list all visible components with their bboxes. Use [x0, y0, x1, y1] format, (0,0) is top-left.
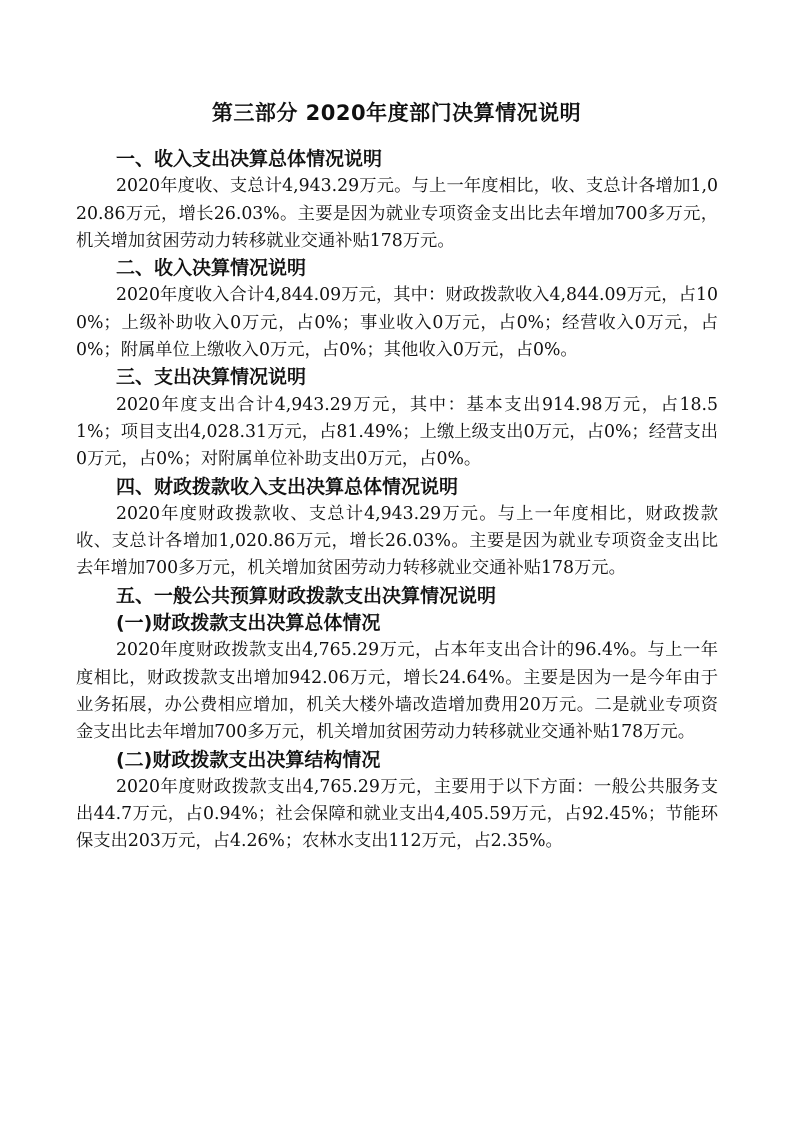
- document-body: [76, 146, 718, 856]
- section-paragraph-2: 2020年度收入合计4,844.09万元，其中：财政拨款收入4,844.09万元，占100%；上级补助收入0万元，占0%；事业收入0万元，占0%；经营收入0万元，占0%；附属单位上缴收入0万元，占0%；其他收入0万元，占0%。: [76, 285, 718, 361]
- subsection-heading-1: (一)财政拨款支出决算总体情况: [116, 612, 381, 635]
- section-heading-5: 五、一般公共预算财政拨款支出决算情况说明: [116, 584, 497, 607]
- section-heading-3: 三、支出决算情况说明: [116, 366, 307, 389]
- section-paragraph-3: 2020年度支出合计4,943.29万元，其中：基本支出914.98万元，占18.51%；项目支出4,028.31万元，占81.49%；上缴上级支出0万元，占0%；经营支出0万元，占0%；对附属单位补助支出0万元，占0%。: [76, 394, 718, 470]
- subsection-paragraph-1: 2020年度财政拨款支出4,765.29万元，占本年支出合计的96.4%。与上一年度相比，财政拨款支出增加942.06万元，增长24.64%。主要是因为一是今年由于业务拓展，办公费相应增加，机关大楼外墙改造增加费用20万元。二是就业专项资金支出比去年增加700多万元，机关增加贫困劳动力转移就业交通补贴178万元。: [76, 640, 718, 743]
- section-paragraph-1: 2020年度收、支总计4,943.29万元。与上一年度相比，收、支总计各增加1,020.86万元，增长26.03%。主要是因为就业专项资金支出比去年增加700多万元，机关增加贫困劳动力转移就业交通补贴178万元。: [76, 176, 718, 251]
- section-heading-2: 二、收入决算情况说明: [116, 257, 307, 280]
- page-title: 第三部分 2020年度部门决算情况说明: [211, 101, 582, 125]
- subsection-heading-2: (二)财政拨款支出决算结构情况: [116, 748, 381, 771]
- subsection-paragraph-2: 2020年度财政拨款支出4,765.29万元，主要用于以下方面：一般公共服务支出44.7万元，占0.94%；社会保障和就业支出4,405.59万元，占92.45%；节能环保支出203万元，占4.26%；农林水支出112万元，占2.35%。: [76, 776, 718, 852]
- section-paragraph-4: 2020年度财政拨款收、支总计4,943.29万元。与上一年度相比，财政拨款收、支总计各增加1,020.86万元，增长26.03%。主要是因为就业专项资金支出比去年增加700多万元，机关增加贫困劳动力转移就业交通补贴178万元。: [76, 503, 718, 579]
- section-heading-1: 一、收入支出决算总体情况说明: [116, 148, 383, 170]
- section-heading-4: 四、财政拨款收入支出决算总体情况说明: [116, 475, 459, 498]
